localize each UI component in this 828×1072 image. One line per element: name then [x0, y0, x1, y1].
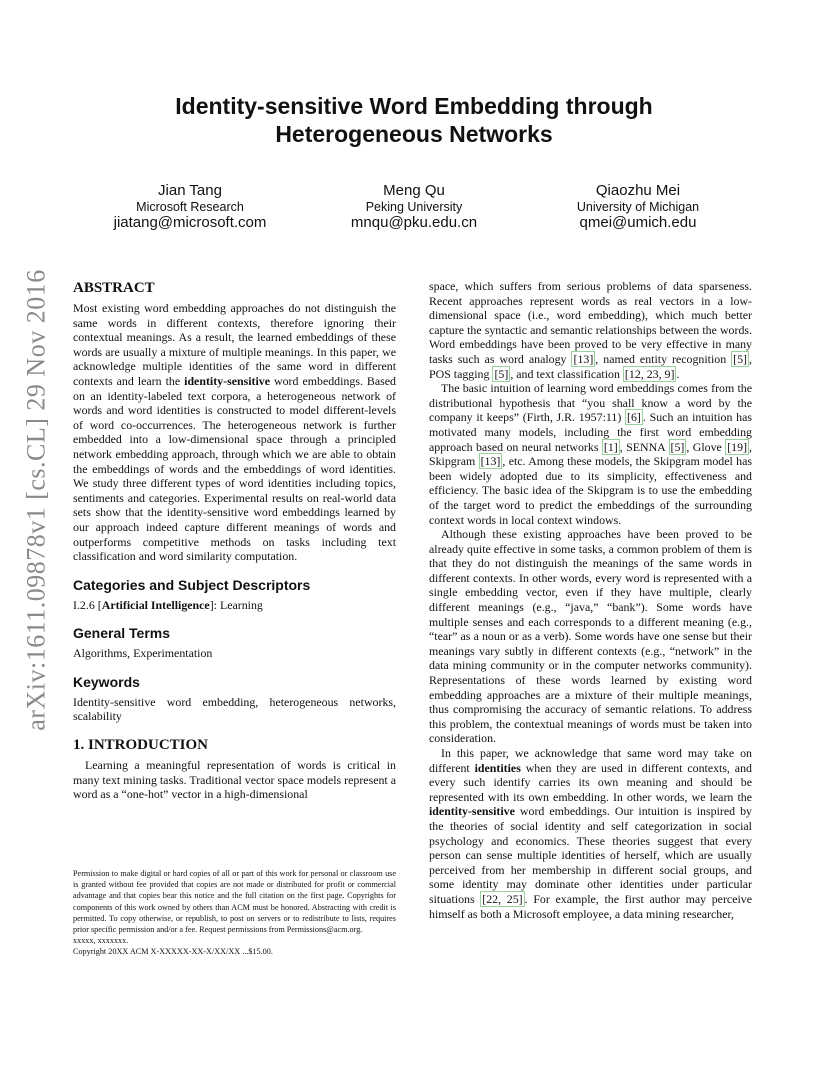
body-paragraph: [429, 746, 752, 921]
general-terms-text: Algorithms, Experimentation: [73, 646, 213, 661]
abstract-bold-term: identity-sensitive: [184, 373, 271, 388]
title-line-1: Identity-sensitive Word Embedding through: [175, 93, 653, 119]
abstract-text-part: word embeddings. Based on an identity-labeled text corpora, a heterogeneous network of words and word identities is constructed to model different-levels of word co-occurrences. The heterogeneous network is further embedded into a low-dimensional space through a principled network embedding approach, through which we are able to obtain the embeddings of words and the embeddings of word identities. We study three different types of word identities including topics, sentiments and categories. Experimental results on real-world data sets show that the identity-sensitive word embeddings learned by our approach indeed capture different meanings of words and outperforms competitive methods on tasks including text classification and word similarity computation.: [73, 373, 396, 564]
text-run: space, which suffers from serious problems of data sparseness. Recent approaches represent words as real vectors in a low-dimensional space (i.e., word embedding), which much better capture the syntactic and semantic relationships between the words. Word embeddings have been proved to be very effective in many tasks such as word analogy: [429, 279, 752, 366]
text-run: , POS tagging: [429, 351, 752, 381]
title-line-2: Heterogeneous Networks: [275, 121, 553, 147]
text-run: , Skipgram: [429, 439, 753, 469]
text-run: word embeddings. Our intuition is inspired by the theories of social identity and self categorization in social psychology and economics. These theories suggest that every person can sense multiple identities of herself, which are usually perceived from her membership in different social groups, and some identity may dominate other identities under particular situations: [429, 804, 752, 906]
body-paragraph: Although these existing approaches have been proved to be already quite effective in some tasks, a common problem of them is that they do not distinguish the meanings of the same words in different contexts. In other words, every word is represented with a single embedding vector, even if they have multiple, clearly different meanings (e.g., “java,” “bank”). Some words have multiple senses and each corresponds to a different meaning (e.g., “tear” as a noun or as a verb). Some words have one sense but their meanings vary subtly in different contexts (e.g., “network” in the data mining community or in the computer networks community). Representations of these words learned by existing word embedding approaches are a mixture of their multiple meanings, thus compromising the accuracy of semantic relations. To address this problem, the contextual meanings of words must be taken into consideration.: [429, 527, 752, 746]
citation-link[interactable]: [22, 25]: [482, 891, 523, 906]
categories-bold: Artificial Intelligence: [101, 597, 210, 612]
categories-part: ]: Learning: [209, 597, 263, 612]
text-run: .: [676, 366, 680, 381]
author-affiliation: Microsoft Research: [136, 200, 244, 214]
author-name: Meng Qu: [383, 182, 445, 199]
author-email: mnqu@pku.edu.cn: [350, 214, 478, 231]
text-run: The basic intuition of learning word embeddings comes from the distributional hypothesis that “you shall know a word by the company it keeps” (Firth, J.R. 1957:11): [429, 381, 752, 425]
citation-link[interactable]: [5]: [494, 366, 509, 381]
arxiv-identifier: arXiv:1611.09878v1 [cs.CL] 29 Nov 2016: [22, 269, 51, 731]
arxiv-sidebar: [14, 250, 60, 750]
paper-title: [100, 92, 728, 148]
footnote-text: Permission to make digital or hard copies of all or part of this work for personal or classroom use is granted without fee provided that copies are not made or distributed for profit or commercial advantage and that copies bear this notice and the full citation on the first page. Copyrights for components of this work owned by others than ACM must be honored. Abstracting with credit is permitted. To copy otherwise, or republish, to post on servers or to redistribute to lists, requires prior specific permission and/or a fee. Request permissions from Permissions@acm.org.: [73, 869, 396, 935]
author-email: qmei@umich.edu: [579, 214, 697, 231]
citation-link[interactable]: [1]: [603, 439, 618, 454]
text-run: In this paper, we acknowledge that same word may take on different: [429, 746, 752, 775]
keywords-heading: Keywords: [73, 673, 140, 690]
author-affiliation: Peking University: [365, 200, 463, 214]
bold-term: identities: [474, 760, 521, 775]
abstract-heading: ABSTRACT: [73, 280, 155, 296]
author-name: Jian Tang: [158, 182, 222, 199]
author-email: jiatang@microsoft.com: [113, 214, 267, 231]
text-run: . Such an intuition has motivated many models, including the first word embedding approach based on neural networks: [429, 410, 752, 454]
categories-text: [73, 598, 396, 613]
author-block: [80, 182, 748, 232]
author-affiliation: University of Michigan: [576, 200, 700, 214]
citation-link[interactable]: [5]: [670, 439, 685, 454]
citation-link[interactable]: [13]: [480, 454, 501, 469]
introduction-heading: 1. INTRODUCTION: [73, 737, 209, 754]
author-name: Qiaozhu Mei: [595, 182, 681, 199]
footnote-copyright: Copyright 20XX ACM X-XXXXX-XX-X/XX/XX ...$15.00.: [73, 947, 273, 957]
bold-term: identity-sensitive: [429, 804, 515, 819]
left-column: [73, 279, 396, 802]
citation-link[interactable]: [6]: [627, 410, 641, 425]
text-run: , named entity recognition: [595, 351, 732, 366]
text-run: , etc. Among these models, the Skipgram model has been widely adopted due to its simplicity, effectiveness and efficiency. The basic idea of the Skipgram is to use the embedding of the target word to predict the embeddings of the surrounding context words in local context windows.: [429, 454, 752, 527]
body-paragraph: [429, 279, 752, 381]
text-run: . For example, the first author may perceive himself as both a Microsoft employee, a data mining researcher,: [429, 891, 753, 921]
text-run: when they are used in different contexts, and every such identify carries its own meaning and should be represented with its own embedding. In other words, we learn the: [429, 760, 752, 804]
author-1: [80, 182, 300, 232]
right-column: [429, 279, 752, 921]
text-run: , SENNA: [619, 439, 669, 454]
citation-link[interactable]: [13]: [573, 351, 594, 366]
general-terms-heading: General Terms: [73, 625, 171, 642]
abstract-text-part: Most existing word embedding approaches do not distinguish the same words in different contexts, therefore ignoring their contextual meanings. As a result, the learned embeddings of these words are usually a mixture of multiple meanings. In this paper, we acknowledge multiple identities of the same word in different contexts and learn the: [73, 301, 396, 388]
permission-footnote: [73, 868, 396, 958]
footnote-conference: xxxxx, xxxxxxx.: [73, 936, 129, 946]
text-run: , Glove: [686, 439, 726, 454]
categories-heading: Categories and Subject Descriptors: [73, 576, 311, 593]
intro-paragraph: Learning a meaningful representation of words is critical in many text mining tasks. Traditional vector space models represent a word as a “one-hot” vector in a high-dimensional: [73, 758, 396, 802]
keywords-text: Identity-sensitive word embedding, heterogeneous networks, scalability: [73, 694, 396, 724]
author-2: [304, 182, 524, 232]
body-paragraph: [429, 381, 752, 527]
author-3: [528, 182, 748, 232]
citation-link[interactable]: [19]: [727, 439, 748, 454]
citation-link[interactable]: [12, 23, 9]: [624, 366, 675, 381]
abstract-text: [73, 301, 396, 564]
text-run: , and text classification: [510, 366, 623, 381]
citation-link[interactable]: [5]: [733, 351, 748, 366]
categories-part: I.2.6 [: [73, 597, 102, 612]
